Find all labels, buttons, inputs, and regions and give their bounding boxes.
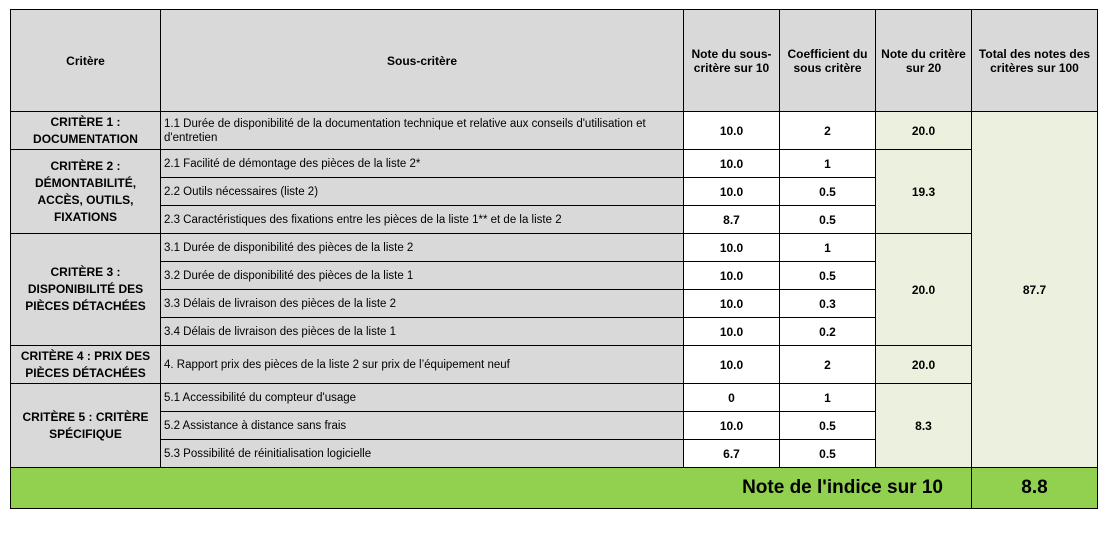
sub-criterion-label: 3.3 Délais de livraison des pièces de la liste 2 bbox=[161, 290, 684, 318]
sub-criterion-note: 10.0 bbox=[684, 262, 780, 290]
sub-criterion-coefficient: 0.5 bbox=[780, 412, 876, 440]
header-row bbox=[11, 10, 1098, 112]
sub-criterion-label: 5.3 Possibilité de réinitialisation logicielle bbox=[161, 440, 684, 468]
sub-criterion-coefficient: 0.5 bbox=[780, 206, 876, 234]
table-row bbox=[11, 234, 1098, 262]
sub-criterion-coefficient: 1 bbox=[780, 384, 876, 412]
sub-criterion-coefficient: 0.3 bbox=[780, 290, 876, 318]
footer-label: Note de l'indice sur 10 bbox=[11, 468, 972, 509]
repairability-score-table bbox=[10, 9, 1098, 509]
sub-criterion-coefficient: 1 bbox=[780, 150, 876, 178]
sub-criterion-note: 10.0 bbox=[684, 112, 780, 150]
header-total: Total des notes des critères sur 100 bbox=[972, 10, 1098, 112]
sub-criterion-coefficient: 0.5 bbox=[780, 440, 876, 468]
criterion-note: 20.0 bbox=[876, 234, 972, 346]
header-sous-critere: Sous-critère bbox=[161, 10, 684, 112]
sub-criterion-label: 5.1 Accessibilité du compteur d'usage bbox=[161, 384, 684, 412]
table-row bbox=[11, 384, 1098, 412]
criterion-note: 8.3 bbox=[876, 384, 972, 468]
table-row bbox=[11, 346, 1098, 384]
header-note-sous-critere: Note du sous-critère sur 10 bbox=[684, 10, 780, 112]
sub-criterion-label: 1.1 Durée de disponibilité de la documentation technique et relative aux conseils d'utilisation et d'entretien bbox=[161, 112, 684, 150]
sub-criterion-coefficient: 0.5 bbox=[780, 262, 876, 290]
sub-criterion-coefficient: 2 bbox=[780, 112, 876, 150]
sub-criterion-note: 10.0 bbox=[684, 178, 780, 206]
sub-criterion-coefficient: 0.2 bbox=[780, 318, 876, 346]
sub-criterion-note: 10.0 bbox=[684, 290, 780, 318]
criterion-label: CRITÈRE 1 : DOCUMENTATION bbox=[11, 112, 161, 150]
sub-criterion-label: 2.2 Outils nécessaires (liste 2) bbox=[161, 178, 684, 206]
header-note-critere: Note du critère sur 20 bbox=[876, 10, 972, 112]
sub-criterion-note: 10.0 bbox=[684, 234, 780, 262]
criterion-note: 19.3 bbox=[876, 150, 972, 234]
criterion-label: CRITÈRE 2 : DÉMONTABILITÉ, ACCÈS, OUTILS, FIXATIONS bbox=[11, 150, 161, 234]
sub-criterion-label: 3.1 Durée de disponibilité des pièces de la liste 2 bbox=[161, 234, 684, 262]
criterion-note: 20.0 bbox=[876, 346, 972, 384]
sub-criterion-note: 0 bbox=[684, 384, 780, 412]
sub-criterion-coefficient: 1 bbox=[780, 234, 876, 262]
sub-criterion-label: 3.4 Délais de livraison des pièces de la liste 1 bbox=[161, 318, 684, 346]
sub-criterion-label: 2.1 Facilité de démontage des pièces de la liste 2* bbox=[161, 150, 684, 178]
criterion-label: CRITÈRE 5 : CRITÈRE SPÉCIFIQUE bbox=[11, 384, 161, 468]
sub-criterion-note: 10.0 bbox=[684, 346, 780, 384]
footer-value: 8.8 bbox=[972, 468, 1098, 509]
criterion-label: CRITÈRE 3 : DISPONIBILITÉ DES PIÈCES DÉTACHÉES bbox=[11, 234, 161, 346]
sub-criterion-label: 5.2 Assistance à distance sans frais bbox=[161, 412, 684, 440]
criterion-label: CRITÈRE 4 : PRIX DES PIÈCES DÉTACHÉES bbox=[11, 346, 161, 384]
total-score: 87.7 bbox=[972, 112, 1098, 468]
scoring-table-container bbox=[10, 9, 1098, 509]
sub-criterion-coefficient: 0.5 bbox=[780, 178, 876, 206]
sub-criterion-label: 3.2 Durée de disponibilité des pièces de la liste 1 bbox=[161, 262, 684, 290]
header-coefficient: Coefficient du sous critère bbox=[780, 10, 876, 112]
sub-criterion-coefficient: 2 bbox=[780, 346, 876, 384]
sub-criterion-note: 8.7 bbox=[684, 206, 780, 234]
footer-row bbox=[11, 468, 1098, 509]
header-critere: Critère bbox=[11, 10, 161, 112]
sub-criterion-label: 4. Rapport prix des pièces de la liste 2 sur prix de l’équipement neuf bbox=[161, 346, 684, 384]
sub-criterion-note: 10.0 bbox=[684, 318, 780, 346]
sub-criterion-note: 10.0 bbox=[684, 412, 780, 440]
criterion-note: 20.0 bbox=[876, 112, 972, 150]
sub-criterion-label: 2.3 Caractéristiques des fixations entre les pièces de la liste 1** et de la liste 2 bbox=[161, 206, 684, 234]
table-row bbox=[11, 112, 1098, 150]
sub-criterion-note: 10.0 bbox=[684, 150, 780, 178]
table-row bbox=[11, 150, 1098, 178]
sub-criterion-note: 6.7 bbox=[684, 440, 780, 468]
